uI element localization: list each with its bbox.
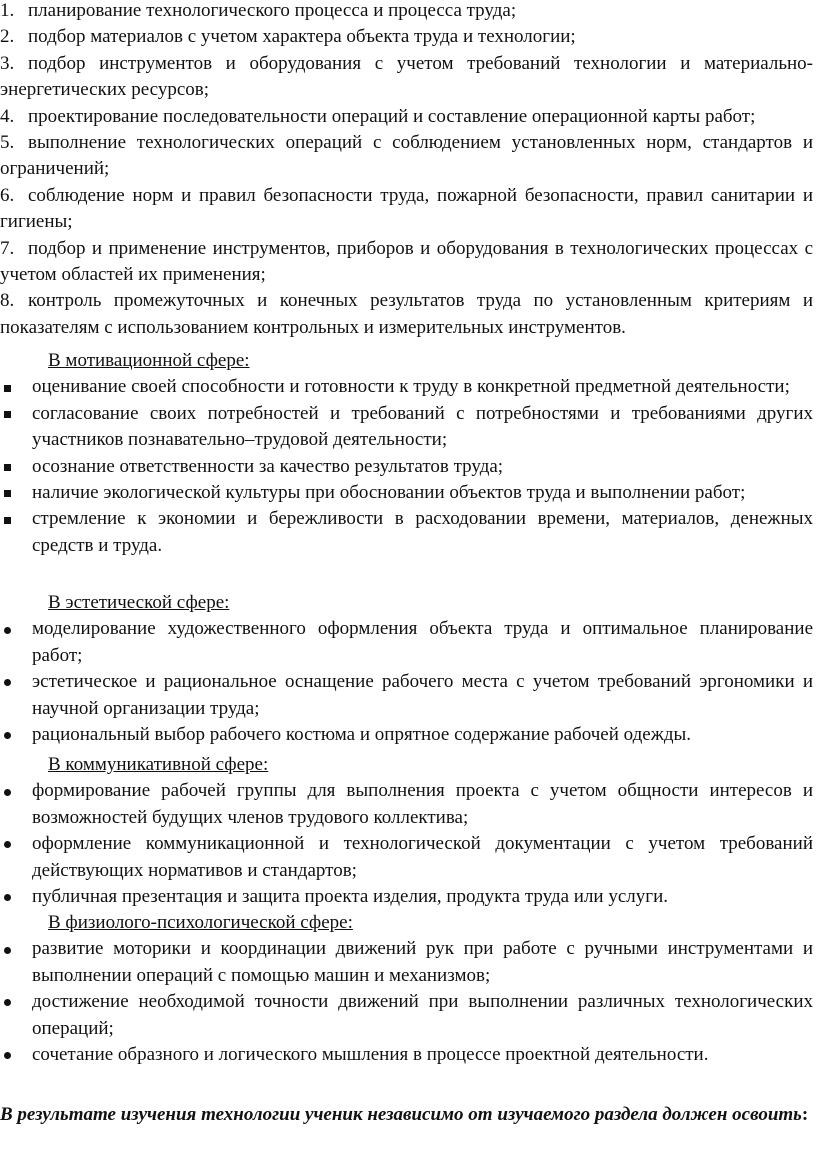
square-bullet-icon (4, 464, 11, 471)
list-item: развитие моторики и координации движений рук при работе с ручными инструментами и выполнении операций с помощью машин и механизмов; (0, 936, 813, 989)
list-item: 8. контроль промежуточных и конечных результатов труда по установленным критериям и показателям с использованием контрольных и измерительных инструментов. (0, 290, 813, 338)
list-item: 7. подбор и применение инструментов, приборов и оборудования в технологических процессах с учетом областей их применения; (0, 237, 813, 286)
list-item: 3. подбор инструментов и оборудования с учетом требований технологии и материально-энергетических ресурсов; (0, 52, 813, 101)
round-bullet-icon (4, 627, 11, 634)
list-item: эстетическое и рациональное оснащение рабочего места с учетом требований эргономики и научной организации труда; (0, 669, 813, 722)
round-bullet-icon (4, 841, 11, 848)
result-statement: В результате изучения технологии ученик независимо от изучаемого раздела должен освоить: (0, 1104, 809, 1125)
list-item: осознание ответственности за качество результатов труда; (0, 454, 813, 480)
section-heading: В коммуникативной сфере: (48, 754, 269, 775)
section-heading: В физиолого-психологической сфере: (48, 912, 353, 933)
list-item: оформление коммуникационной и технологической документации с учетом требований действующих нормативов и стандартов; (0, 831, 813, 884)
list-item: достижение необходимой точности движений при выполнении различных технологических операций; (0, 989, 813, 1042)
physio-section (0, 910, 813, 1068)
list-item: сочетание образного и логического мышления в процессе проектной деятельности. (0, 1042, 813, 1068)
list-item: 1. планирование технологического процесса и процесса труда; (0, 0, 517, 21)
square-bullet-icon (4, 490, 11, 497)
list-item: наличие экологической культуры при обосновании объектов труда и выполнении работ; (0, 480, 813, 506)
square-bullet-icon (4, 517, 11, 524)
round-bullet-icon (4, 999, 11, 1006)
round-bullet-icon (4, 732, 11, 739)
list-item: 6. соблюдение норм и правил безопасности труда, пожарной безопасности, правил санитарии и гигиены; (0, 184, 813, 233)
motivation-section (0, 348, 813, 559)
round-bullet-icon (4, 947, 11, 954)
numbered-list (0, 0, 813, 341)
list-item: 5. выполнение технологических операций с соблюдением установленных норм, стандартов и ограничений; (0, 132, 813, 180)
list-item: 4. проектирование последовательности операций и составление операционной карты работ; (0, 105, 756, 127)
list-item: оценивание своей способности и готовности к труду в конкретной предметной деятельности; (0, 374, 813, 400)
square-bullet-icon (4, 411, 11, 418)
list-item: формирование рабочей группы для выполнения проекта с учетом общности интересов и возможностей будущих членов трудового коллектива; (0, 778, 813, 831)
list-item: рациональный выбор рабочего костюма и опрятное содержание рабочей одежды. (0, 722, 813, 748)
list-item: публичная презентация и защита проекта изделия, продукта труда или услуги. (0, 884, 813, 910)
aesthetic-section (0, 590, 813, 748)
round-bullet-icon (4, 789, 11, 796)
section-heading: В эстетической сфере: (48, 592, 230, 613)
communicative-section (0, 752, 813, 910)
list-item: стремление к экономии и бережливости в расходовании времени, материалов, денежных средств и труда. (0, 506, 813, 559)
round-bullet-icon (4, 1052, 11, 1059)
list-item: моделирование художественного оформления объекта труда и оптимальное планирование работ; (0, 616, 813, 669)
round-bullet-icon (4, 894, 11, 901)
section-heading: В мотивационной сфере: (48, 350, 250, 371)
list-item: согласование своих потребностей и требований с потребностями и требованиями других участников познавательно–трудовой деятельности; (0, 401, 813, 454)
round-bullet-icon (4, 679, 11, 686)
square-bullet-icon (4, 385, 11, 392)
final-paragraph (0, 1102, 813, 1128)
list-item: 2. подбор материалов с учетом характера объекта труда и технологии; (0, 26, 576, 48)
